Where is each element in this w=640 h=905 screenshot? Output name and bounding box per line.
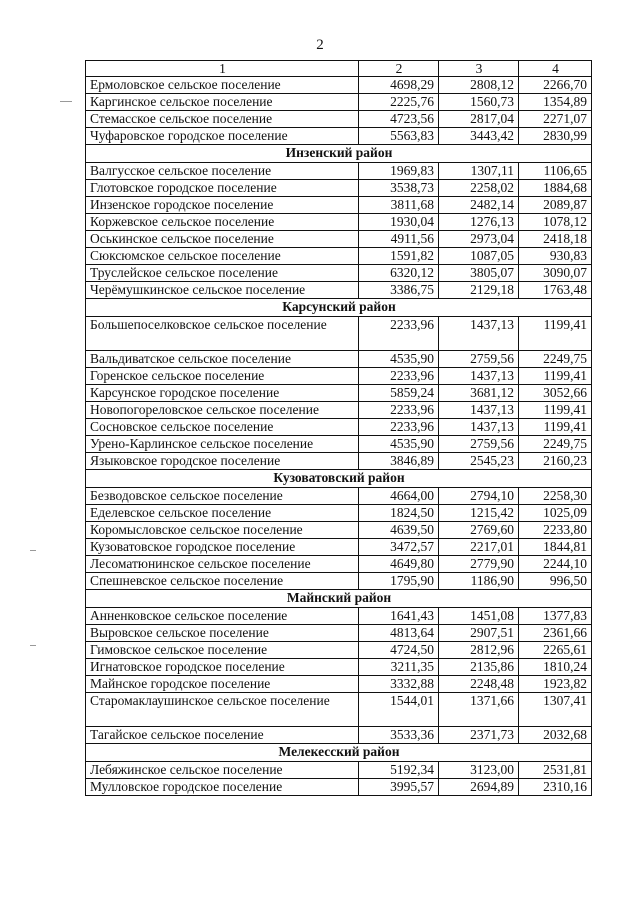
- value-cell-col-2: 3472,57: [359, 539, 439, 556]
- settlement-name-cell: Черёмушкинское сельское поселение: [86, 282, 359, 299]
- district-header-row: [86, 470, 592, 488]
- value-cell-col-3: 2779,90: [439, 556, 519, 573]
- value-cell-col-2: 2233,96: [359, 317, 439, 351]
- table-row: [86, 111, 592, 128]
- settlement-name-cell: Вальдиватское сельское поселение: [86, 351, 359, 368]
- table-row: [86, 693, 592, 727]
- settlement-name-cell: Валгусское сельское поселение: [86, 163, 359, 180]
- value-cell-col-3: 3681,12: [439, 385, 519, 402]
- value-cell-col-4: 1354,89: [519, 94, 592, 111]
- value-cell-col-3: 2482,14: [439, 197, 519, 214]
- district-header-row: [86, 590, 592, 608]
- district-name: Карсунский район: [86, 299, 592, 317]
- table-row: [86, 556, 592, 573]
- value-cell-col-2: 1591,82: [359, 248, 439, 265]
- table-row: [86, 779, 592, 796]
- settlement-name-cell: Тагайское сельское поселение: [86, 727, 359, 744]
- value-cell-col-2: 2233,96: [359, 368, 439, 385]
- value-cell-col-3: 1437,13: [439, 419, 519, 436]
- settlement-name-cell: Анненковское сельское поселение: [86, 608, 359, 625]
- value-cell-col-4: 1810,24: [519, 659, 592, 676]
- value-cell-col-3: 2817,04: [439, 111, 519, 128]
- value-cell-col-3: 2794,10: [439, 488, 519, 505]
- value-cell-col-4: 1923,82: [519, 676, 592, 693]
- value-cell-col-2: 3846,89: [359, 453, 439, 470]
- value-cell-col-4: 1106,65: [519, 163, 592, 180]
- table-body: [86, 61, 592, 796]
- value-cell-col-3: 2545,23: [439, 453, 519, 470]
- value-cell-col-3: 1215,42: [439, 505, 519, 522]
- value-cell-col-4: 2249,75: [519, 436, 592, 453]
- value-cell-col-4: 1307,41: [519, 693, 592, 727]
- value-cell-col-3: 2371,73: [439, 727, 519, 744]
- value-cell-col-2: 4535,90: [359, 436, 439, 453]
- value-cell-col-4: 2266,70: [519, 77, 592, 94]
- table-row: [86, 197, 592, 214]
- settlement-name-cell: Стемасское сельское поселение: [86, 111, 359, 128]
- column-header-2: 2: [359, 61, 439, 77]
- district-header-row: [86, 145, 592, 163]
- table-row: [86, 385, 592, 402]
- value-cell-col-4: 2830,99: [519, 128, 592, 145]
- value-cell-col-3: 1437,13: [439, 402, 519, 419]
- value-cell-col-4: 2418,18: [519, 231, 592, 248]
- value-cell-col-3: 1437,13: [439, 368, 519, 385]
- table-row: [86, 231, 592, 248]
- settlement-name-cell: Майнское городское поселение: [86, 676, 359, 693]
- value-cell-col-3: 2759,56: [439, 351, 519, 368]
- value-cell-col-2: 2225,76: [359, 94, 439, 111]
- settlement-name-cell: Оськинское сельское поселение: [86, 231, 359, 248]
- table-row: [86, 265, 592, 282]
- value-cell-col-3: 2129,18: [439, 282, 519, 299]
- value-cell-col-2: 3538,73: [359, 180, 439, 197]
- table-row: [86, 642, 592, 659]
- value-cell-col-3: 2759,56: [439, 436, 519, 453]
- value-cell-col-3: 1371,66: [439, 693, 519, 727]
- settlement-name-cell: Языковское городское поселение: [86, 453, 359, 470]
- value-cell-col-3: 2248,48: [439, 676, 519, 693]
- margin-mark: [30, 645, 36, 646]
- table-row: [86, 436, 592, 453]
- value-cell-col-4: 1763,48: [519, 282, 592, 299]
- value-cell-col-2: 4723,56: [359, 111, 439, 128]
- table-row: [86, 402, 592, 419]
- settlement-name-cell: Мулловское городское поселение: [86, 779, 359, 796]
- settlement-name-cell: Каргинское сельское поселение: [86, 94, 359, 111]
- value-cell-col-3: 1276,13: [439, 214, 519, 231]
- value-cell-col-3: 2135,86: [439, 659, 519, 676]
- margin-mark: [60, 101, 72, 102]
- value-cell-col-3: 1437,13: [439, 317, 519, 351]
- table-row: [86, 94, 592, 111]
- table-row: [86, 573, 592, 590]
- table-row: [86, 180, 592, 197]
- table-row: [86, 608, 592, 625]
- value-cell-col-2: 3386,75: [359, 282, 439, 299]
- district-name: Инзенский район: [86, 145, 592, 163]
- settlement-name-cell: Сосновское сельское поселение: [86, 419, 359, 436]
- value-cell-col-2: 1795,90: [359, 573, 439, 590]
- margin-mark: [30, 550, 36, 551]
- table-row: [86, 762, 592, 779]
- settlement-name-cell: Гимовское сельское поселение: [86, 642, 359, 659]
- value-cell-col-2: 2233,96: [359, 402, 439, 419]
- settlement-name-cell: Сюксюмское сельское поселение: [86, 248, 359, 265]
- page-number: 2: [316, 37, 324, 53]
- value-cell-col-3: 2217,01: [439, 539, 519, 556]
- value-cell-col-2: 3211,35: [359, 659, 439, 676]
- value-cell-col-3: 2808,12: [439, 77, 519, 94]
- column-header-3: 3: [439, 61, 519, 77]
- value-cell-col-3: 3805,07: [439, 265, 519, 282]
- value-cell-col-4: 1199,41: [519, 317, 592, 351]
- table-row: [86, 505, 592, 522]
- table-row: [86, 77, 592, 94]
- district-header-row: [86, 744, 592, 762]
- settlement-name-cell: Карсунское городское поселение: [86, 385, 359, 402]
- value-cell-col-4: 2361,66: [519, 625, 592, 642]
- table-row: [86, 248, 592, 265]
- table-row: [86, 522, 592, 539]
- value-cell-col-4: 1844,81: [519, 539, 592, 556]
- value-cell-col-3: 1087,05: [439, 248, 519, 265]
- value-cell-col-3: 1307,11: [439, 163, 519, 180]
- column-header-1: 1: [86, 61, 359, 77]
- value-cell-col-3: 2694,89: [439, 779, 519, 796]
- value-cell-col-4: 2244,10: [519, 556, 592, 573]
- value-cell-col-4: 2531,81: [519, 762, 592, 779]
- value-cell-col-3: 3443,42: [439, 128, 519, 145]
- settlement-name-cell: Игнатовское городское поселение: [86, 659, 359, 676]
- table-header-row: [86, 61, 592, 77]
- value-cell-col-2: 4813,64: [359, 625, 439, 642]
- value-cell-col-2: 5563,83: [359, 128, 439, 145]
- value-cell-col-4: 2265,61: [519, 642, 592, 659]
- value-cell-col-2: 4664,00: [359, 488, 439, 505]
- settlement-name-cell: Чуфаровское городское поселение: [86, 128, 359, 145]
- table-row: [86, 214, 592, 231]
- table-row: [86, 727, 592, 744]
- settlement-name-cell: Лесоматюнинское сельское поселение: [86, 556, 359, 573]
- settlement-name-cell: Большепоселковское сельское поселение: [86, 317, 359, 351]
- value-cell-col-4: 1199,41: [519, 402, 592, 419]
- value-cell-col-4: 2160,23: [519, 453, 592, 470]
- settlement-name-cell: Глотовское городское поселение: [86, 180, 359, 197]
- district-header-row: [86, 299, 592, 317]
- value-cell-col-4: 1025,09: [519, 505, 592, 522]
- value-cell-col-4: 1884,68: [519, 180, 592, 197]
- district-name: Мелекесский район: [86, 744, 592, 762]
- value-cell-col-2: 4639,50: [359, 522, 439, 539]
- value-cell-col-4: 2032,68: [519, 727, 592, 744]
- table-row: [86, 419, 592, 436]
- table-row: [86, 676, 592, 693]
- settlement-name-cell: Урено-Карлинское сельское поселение: [86, 436, 359, 453]
- value-cell-col-2: 4649,80: [359, 556, 439, 573]
- value-cell-col-3: 2812,96: [439, 642, 519, 659]
- column-header-4: 4: [519, 61, 592, 77]
- value-cell-col-3: 2769,60: [439, 522, 519, 539]
- district-name: Кузоватовский район: [86, 470, 592, 488]
- table-row: [86, 282, 592, 299]
- settlement-name-cell: Инзенское городское поселение: [86, 197, 359, 214]
- settlement-name-cell: Ермоловское сельское поселение: [86, 77, 359, 94]
- settlement-name-cell: Лебяжинское сельское поселение: [86, 762, 359, 779]
- settlement-name-cell: Коржевское сельское поселение: [86, 214, 359, 231]
- value-cell-col-4: 3090,07: [519, 265, 592, 282]
- value-cell-col-2: 5192,34: [359, 762, 439, 779]
- table-row: [86, 317, 592, 351]
- value-cell-col-3: 1560,73: [439, 94, 519, 111]
- value-cell-col-4: 1199,41: [519, 368, 592, 385]
- value-cell-col-2: 1930,04: [359, 214, 439, 231]
- settlement-name-cell: Старомаклаушинское сельское поселение: [86, 693, 359, 727]
- value-cell-col-3: 2973,04: [439, 231, 519, 248]
- value-cell-col-2: 1544,01: [359, 693, 439, 727]
- value-cell-col-2: 1969,83: [359, 163, 439, 180]
- table-row: [86, 625, 592, 642]
- settlement-name-cell: Спешневское сельское поселение: [86, 573, 359, 590]
- value-cell-col-2: 2233,96: [359, 419, 439, 436]
- value-cell-col-4: 1377,83: [519, 608, 592, 625]
- settlement-name-cell: Новопогореловское сельское поселение: [86, 402, 359, 419]
- value-cell-col-2: 5859,24: [359, 385, 439, 402]
- table-row: [86, 128, 592, 145]
- district-name: Майнский район: [86, 590, 592, 608]
- settlement-name-cell: Безводовское сельское поселение: [86, 488, 359, 505]
- table-row: [86, 351, 592, 368]
- value-cell-col-2: 1824,50: [359, 505, 439, 522]
- value-cell-col-2: 1641,43: [359, 608, 439, 625]
- value-cell-col-2: 6320,12: [359, 265, 439, 282]
- value-cell-col-4: 3052,66: [519, 385, 592, 402]
- value-cell-col-3: 3123,00: [439, 762, 519, 779]
- value-cell-col-4: 2089,87: [519, 197, 592, 214]
- value-cell-col-4: 1078,12: [519, 214, 592, 231]
- value-cell-col-2: 3332,88: [359, 676, 439, 693]
- settlement-name-cell: Еделевское сельское поселение: [86, 505, 359, 522]
- data-table: [85, 60, 592, 796]
- value-cell-col-2: 3811,68: [359, 197, 439, 214]
- value-cell-col-3: 2907,51: [439, 625, 519, 642]
- table-row: [86, 163, 592, 180]
- value-cell-col-4: 2310,16: [519, 779, 592, 796]
- value-cell-col-2: 4535,90: [359, 351, 439, 368]
- value-cell-col-4: 2271,07: [519, 111, 592, 128]
- settlement-name-cell: Труслейское сельское поселение: [86, 265, 359, 282]
- value-cell-col-4: 2249,75: [519, 351, 592, 368]
- table-row: [86, 453, 592, 470]
- table-row: [86, 539, 592, 556]
- settlement-name-cell: Коромысловское сельское поселение: [86, 522, 359, 539]
- table-row: [86, 488, 592, 505]
- value-cell-col-4: 2258,30: [519, 488, 592, 505]
- value-cell-col-3: 1451,08: [439, 608, 519, 625]
- value-cell-col-4: 930,83: [519, 248, 592, 265]
- value-cell-col-2: 3533,36: [359, 727, 439, 744]
- value-cell-col-4: 996,50: [519, 573, 592, 590]
- value-cell-col-3: 1186,90: [439, 573, 519, 590]
- settlement-name-cell: Выровское сельское поселение: [86, 625, 359, 642]
- value-cell-col-3: 2258,02: [439, 180, 519, 197]
- table-row: [86, 659, 592, 676]
- value-cell-col-4: 1199,41: [519, 419, 592, 436]
- value-cell-col-2: 4911,56: [359, 231, 439, 248]
- value-cell-col-4: 2233,80: [519, 522, 592, 539]
- value-cell-col-2: 4724,50: [359, 642, 439, 659]
- value-cell-col-2: 4698,29: [359, 77, 439, 94]
- value-cell-col-2: 3995,57: [359, 779, 439, 796]
- settlement-name-cell: Кузоватовское городское поселение: [86, 539, 359, 556]
- table-row: [86, 368, 592, 385]
- settlement-name-cell: Горенское сельское поселение: [86, 368, 359, 385]
